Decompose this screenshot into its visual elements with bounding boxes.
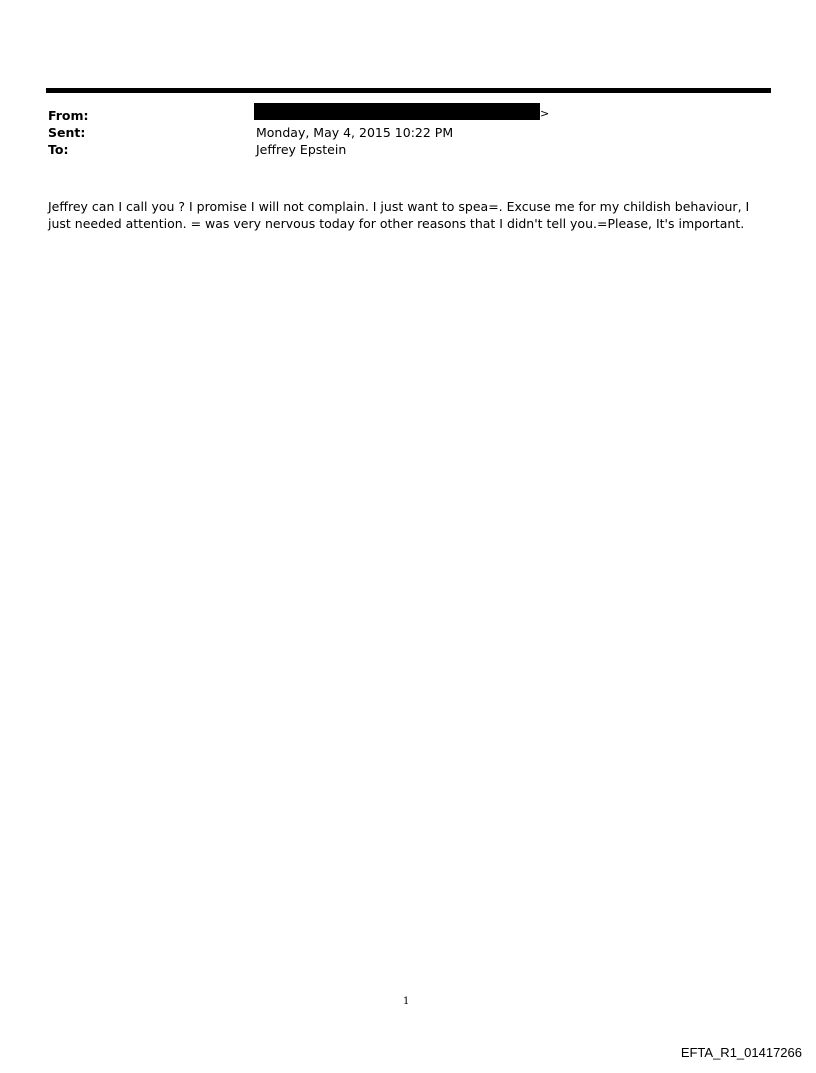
redacted-sender-block bbox=[254, 103, 540, 120]
sent-label: Sent: bbox=[48, 125, 86, 140]
header-divider bbox=[46, 88, 771, 93]
sent-value: Monday, May 4, 2015 10:22 PM bbox=[256, 125, 454, 140]
from-value-tail: > bbox=[540, 107, 550, 120]
to-value: Jeffrey Epstein bbox=[256, 142, 347, 157]
to-label: To: bbox=[48, 142, 69, 157]
bates-number: EFTA_R1_01417266 bbox=[680, 1045, 802, 1060]
page-number: 1 bbox=[403, 996, 410, 1007]
from-label: From: bbox=[48, 108, 89, 123]
email-body: Jeffrey can I call you ? I promise I will not complain. I just want to spea=. Excuse me for my childish behaviour, I just needed attention. = was very nervous today for other reasons that I didn't tell you.=Please, It's important. bbox=[48, 199, 750, 231]
